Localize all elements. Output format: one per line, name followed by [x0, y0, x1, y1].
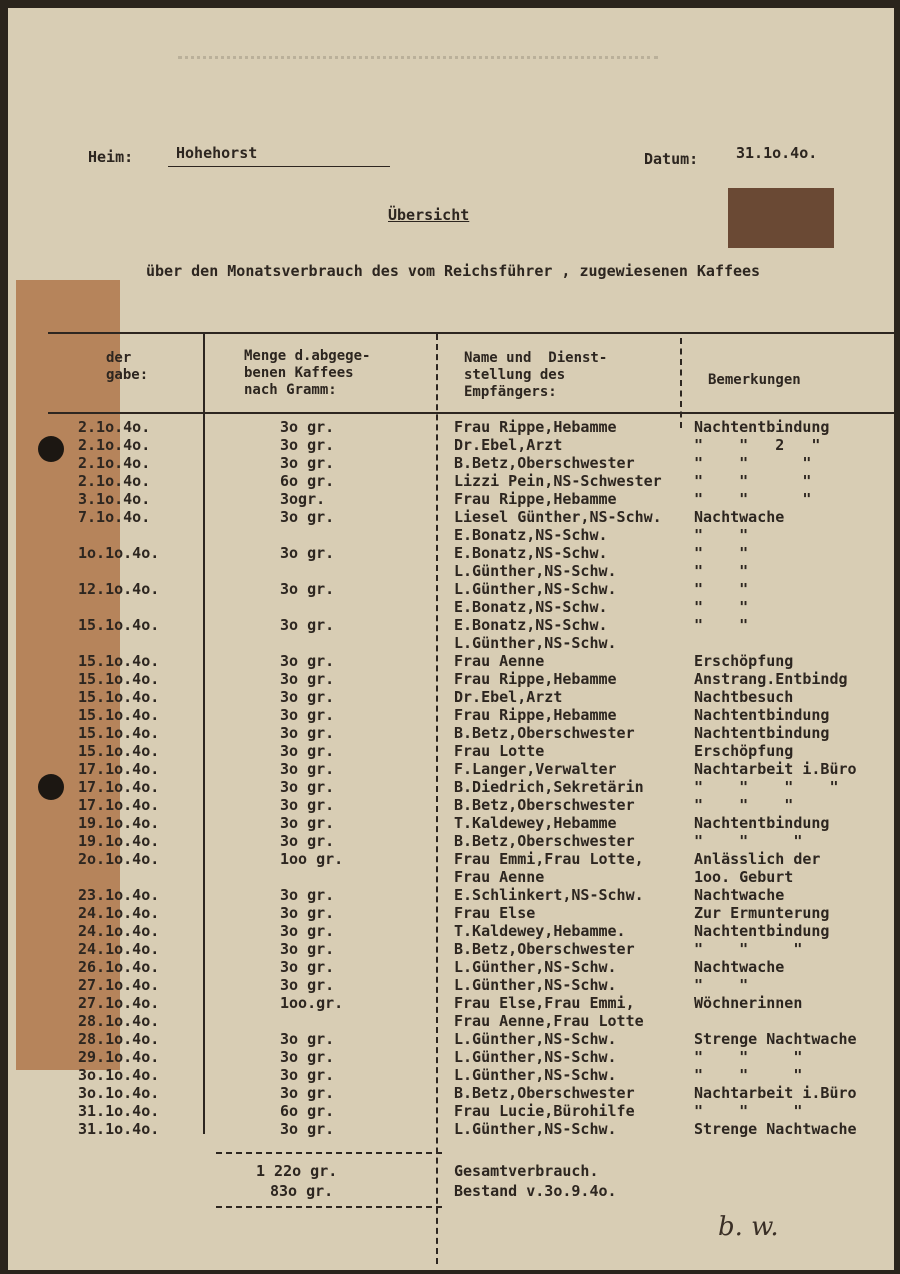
row-date: 15.1o.4o. — [78, 652, 160, 670]
row-date: 19.1o.4o. — [78, 814, 160, 832]
row-note: Nachtwache — [694, 508, 785, 526]
row-note: Nachtarbeit i.Büro — [694, 1084, 857, 1102]
total-label: Gesamtverbrauch. — [454, 1162, 599, 1180]
row-amount: 3o gr. — [280, 670, 335, 688]
punch-hole-bottom — [38, 774, 64, 800]
row-amount: 3o gr. — [280, 688, 335, 706]
row-amount: 3o gr. — [280, 778, 335, 796]
row-amount: 3o gr. — [280, 742, 335, 760]
row-date: 3o.1o.4o. — [78, 1084, 160, 1102]
row-note: Nachtentbindung — [694, 724, 830, 742]
row-recipient: Dr.Ebel,Arzt — [454, 436, 563, 454]
row-note: Nachtarbeit i.Büro — [694, 760, 857, 778]
row-amount: 3o gr. — [280, 580, 335, 598]
row-note: Nachtwache — [694, 886, 785, 904]
row-recipient: B.Diedrich,Sekretärin — [454, 778, 644, 796]
document-title: Übersicht — [388, 206, 470, 224]
row-amount: 3o gr. — [280, 958, 335, 976]
row-note: " " " — [694, 1066, 803, 1084]
row-recipient: L.Günther,NS-Schw. — [454, 562, 617, 580]
row-date: 31.1o.4o. — [78, 1120, 160, 1138]
row-date: 15.1o.4o. — [78, 724, 160, 742]
row-note: " " " — [694, 454, 812, 472]
row-note: Strenge Nachtwache — [694, 1120, 857, 1138]
row-amount: 3o gr. — [280, 508, 335, 526]
row-note: " " 2 " — [694, 436, 821, 454]
row-recipient: Frau Aenne — [454, 652, 545, 670]
row-date: 2.1o.4o. — [78, 418, 151, 436]
datum-value: 31.1o.4o. — [736, 144, 818, 162]
row-note: Nachtentbindung — [694, 706, 830, 724]
col-header-amount: Menge d.abgege- benen Kaffees nach Gramm: — [244, 348, 371, 398]
row-date: 27.1o.4o. — [78, 976, 160, 994]
row-recipient: L.Günther,NS-Schw. — [454, 1120, 617, 1138]
row-date: 24.1o.4o. — [78, 922, 160, 940]
row-recipient: E.Bonatz,NS-Schw. — [454, 616, 608, 634]
row-note: Anstrang.Entbindg — [694, 670, 848, 688]
row-recipient: B.Betz,Oberschwester — [454, 796, 635, 814]
row-amount: 3o gr. — [280, 760, 335, 778]
row-date: 2o.1o.4o. — [78, 850, 160, 868]
row-date: 15.1o.4o. — [78, 706, 160, 724]
row-note: Zur Ermunterung — [694, 904, 830, 922]
row-recipient: B.Betz,Oberschwester — [454, 1084, 635, 1102]
row-amount: 6o gr. — [280, 1102, 335, 1120]
row-note: " " — [694, 976, 749, 994]
row-recipient: L.Günther,NS-Schw. — [454, 1066, 617, 1084]
row-recipient: Frau Rippe,Hebamme — [454, 670, 617, 688]
row-recipient: Frau Aenne — [454, 868, 545, 886]
row-note: " " " — [694, 832, 803, 850]
col-header-notes: Bemerkungen — [708, 372, 801, 388]
row-note: Nachtentbindung — [694, 922, 830, 940]
row-date: 24.1o.4o. — [78, 904, 160, 922]
row-recipient: E.Bonatz,NS-Schw. — [454, 544, 608, 562]
row-recipient: E.Bonatz,NS-Schw. — [454, 526, 608, 544]
faded-letterhead — [178, 56, 658, 73]
row-recipient: L.Günther,NS-Schw. — [454, 958, 617, 976]
row-amount: 6o gr. — [280, 472, 335, 490]
stock-label: Bestand v.3o.9.4o. — [454, 1182, 617, 1200]
row-note: Erschöpfung — [694, 742, 794, 760]
row-amount: 3o gr. — [280, 796, 335, 814]
row-recipient: L.Günther,NS-Schw. — [454, 976, 617, 994]
table-header-rule — [48, 412, 894, 414]
row-note: " " " " — [694, 778, 839, 796]
row-amount: 3o gr. — [280, 436, 335, 454]
row-date: 17.1o.4o. — [78, 760, 160, 778]
row-recipient: B.Betz,Oberschwester — [454, 454, 635, 472]
datum-label: Datum: — [644, 150, 699, 168]
punch-hole-top — [38, 436, 64, 462]
row-amount: 3o gr. — [280, 1084, 335, 1102]
row-date: 7.1o.4o. — [78, 508, 151, 526]
row-note: Wöchnerinnen — [694, 994, 803, 1012]
row-date: 3.1o.4o. — [78, 490, 151, 508]
row-note: " " — [694, 544, 749, 562]
row-amount: 3o gr. — [280, 418, 335, 436]
row-note: " " " — [694, 490, 812, 508]
row-date: 27.1o.4o. — [78, 994, 160, 1012]
row-amount: 1oo gr. — [280, 850, 344, 868]
document-subtitle: über den Monatsverbrauch des vom Reichsführer , zugewiesenen Kaffees — [146, 262, 761, 280]
row-date: 24.1o.4o. — [78, 940, 160, 958]
row-amount: 3o gr. — [280, 832, 335, 850]
row-amount: 3ogr. — [280, 490, 326, 508]
row-note: " " " — [694, 1102, 803, 1120]
row-date: 2.1o.4o. — [78, 472, 151, 490]
row-recipient: F.Langer,Verwalter — [454, 760, 617, 778]
row-date: 2.1o.4o. — [78, 436, 151, 454]
row-recipient: E.Schlinkert,NS-Schw. — [454, 886, 644, 904]
row-amount: 3o gr. — [280, 616, 335, 634]
row-note: " " — [694, 616, 749, 634]
row-recipient: E.Bonatz,NS-Schw. — [454, 598, 608, 616]
row-amount: 1oo.gr. — [280, 994, 344, 1012]
stock-amount: 83o gr. — [270, 1182, 334, 1200]
row-recipient: Frau Lucie,Bürohilfe — [454, 1102, 635, 1120]
row-amount: 3o gr. — [280, 814, 335, 832]
row-date: 12.1o.4o. — [78, 580, 160, 598]
stamp-mark — [728, 188, 834, 248]
totals-rule-top — [216, 1152, 442, 1154]
row-date: 23.1o.4o. — [78, 886, 160, 904]
row-date: 31.1o.4o. — [78, 1102, 160, 1120]
row-recipient: Lizzi Pein,NS-Schwester — [454, 472, 662, 490]
total-amount: 1 22o gr. — [256, 1162, 338, 1180]
row-amount: 3o gr. — [280, 652, 335, 670]
row-amount: 3o gr. — [280, 724, 335, 742]
row-amount: 3o gr. — [280, 454, 335, 472]
row-note: 1oo. Geburt — [694, 868, 794, 886]
row-note: Nachtwache — [694, 958, 785, 976]
row-note: " " " — [694, 940, 803, 958]
row-recipient: Frau Aenne,Frau Lotte — [454, 1012, 644, 1030]
row-date: 29.1o.4o. — [78, 1048, 160, 1066]
row-recipient: L.Günther,NS-Schw. — [454, 634, 617, 652]
heim-label: Heim: — [88, 148, 134, 166]
row-date: 15.1o.4o. — [78, 688, 160, 706]
heim-value: Hohehorst — [176, 144, 258, 162]
row-date: 2.1o.4o. — [78, 454, 151, 472]
row-note: Nachtentbindung — [694, 418, 830, 436]
row-date: 26.1o.4o. — [78, 958, 160, 976]
row-amount: 3o gr. — [280, 1048, 335, 1066]
col-divider-2 — [436, 334, 440, 1264]
row-amount: 3o gr. — [280, 1030, 335, 1048]
row-recipient: L.Günther,NS-Schw. — [454, 1048, 617, 1066]
row-recipient: B.Betz,Oberschwester — [454, 940, 635, 958]
totals-rule-bottom — [216, 1206, 442, 1208]
row-recipient: T.Kaldewey,Hebamme — [454, 814, 617, 832]
col-divider-1 — [203, 334, 205, 1134]
row-note: " " " — [694, 472, 812, 490]
row-recipient: Liesel Günther,NS-Schw. — [454, 508, 662, 526]
row-note: Nachtbesuch — [694, 688, 794, 706]
col-divider-3 — [680, 338, 684, 428]
row-recipient: T.Kaldewey,Hebamme. — [454, 922, 626, 940]
row-recipient: B.Betz,Oberschwester — [454, 832, 635, 850]
row-amount: 3o gr. — [280, 976, 335, 994]
row-amount: 3o gr. — [280, 544, 335, 562]
row-recipient: Frau Rippe,Hebamme — [454, 418, 617, 436]
row-date: 3o.1o.4o. — [78, 1066, 160, 1084]
row-recipient: Frau Emmi,Frau Lotte, — [454, 850, 644, 868]
row-recipient: Frau Rippe,Hebamme — [454, 490, 617, 508]
col-header-recipient: Name und Dienst- stellung des Empfängers: — [464, 350, 608, 400]
row-amount: 3o gr. — [280, 904, 335, 922]
row-date: 19.1o.4o. — [78, 832, 160, 850]
row-date: 15.1o.4o. — [78, 616, 160, 634]
row-recipient: Frau Lotte — [454, 742, 545, 760]
row-date: 1o.1o.4o. — [78, 544, 160, 562]
row-amount: 3o gr. — [280, 940, 335, 958]
handwritten-note: b. w. — [718, 1212, 779, 1242]
row-note: Erschöpfung — [694, 652, 794, 670]
row-note: " " — [694, 526, 749, 544]
row-recipient: Frau Rippe,Hebamme — [454, 706, 617, 724]
row-note: Nachtentbindung — [694, 814, 830, 832]
col-header-date: der gabe: — [106, 350, 149, 383]
document-page — [8, 8, 894, 1270]
heim-underline — [168, 166, 390, 167]
row-note: Strenge Nachtwache — [694, 1030, 857, 1048]
row-date: 17.1o.4o. — [78, 796, 160, 814]
row-recipient: Frau Else — [454, 904, 536, 922]
row-date: 28.1o.4o. — [78, 1030, 160, 1048]
row-note: Anlässlich der — [694, 850, 821, 868]
row-amount: 3o gr. — [280, 886, 335, 904]
row-amount: 3o gr. — [280, 1066, 335, 1084]
row-recipient: L.Günther,NS-Schw. — [454, 580, 617, 598]
row-recipient: B.Betz,Oberschwester — [454, 724, 635, 742]
row-date: 28.1o.4o. — [78, 1012, 160, 1030]
row-recipient: Frau Else,Frau Emmi, — [454, 994, 635, 1012]
row-amount: 3o gr. — [280, 706, 335, 724]
row-note: " " " — [694, 796, 794, 814]
row-note: " " — [694, 562, 749, 580]
row-recipient: Dr.Ebel,Arzt — [454, 688, 563, 706]
table-top-rule — [48, 332, 894, 334]
row-note: " " — [694, 598, 749, 616]
row-recipient: L.Günther,NS-Schw. — [454, 1030, 617, 1048]
row-date: 15.1o.4o. — [78, 742, 160, 760]
row-note: " " " — [694, 1048, 803, 1066]
row-amount: 3o gr. — [280, 1120, 335, 1138]
row-amount: 3o gr. — [280, 922, 335, 940]
row-date: 17.1o.4o. — [78, 778, 160, 796]
row-date: 15.1o.4o. — [78, 670, 160, 688]
row-note: " " — [694, 580, 749, 598]
